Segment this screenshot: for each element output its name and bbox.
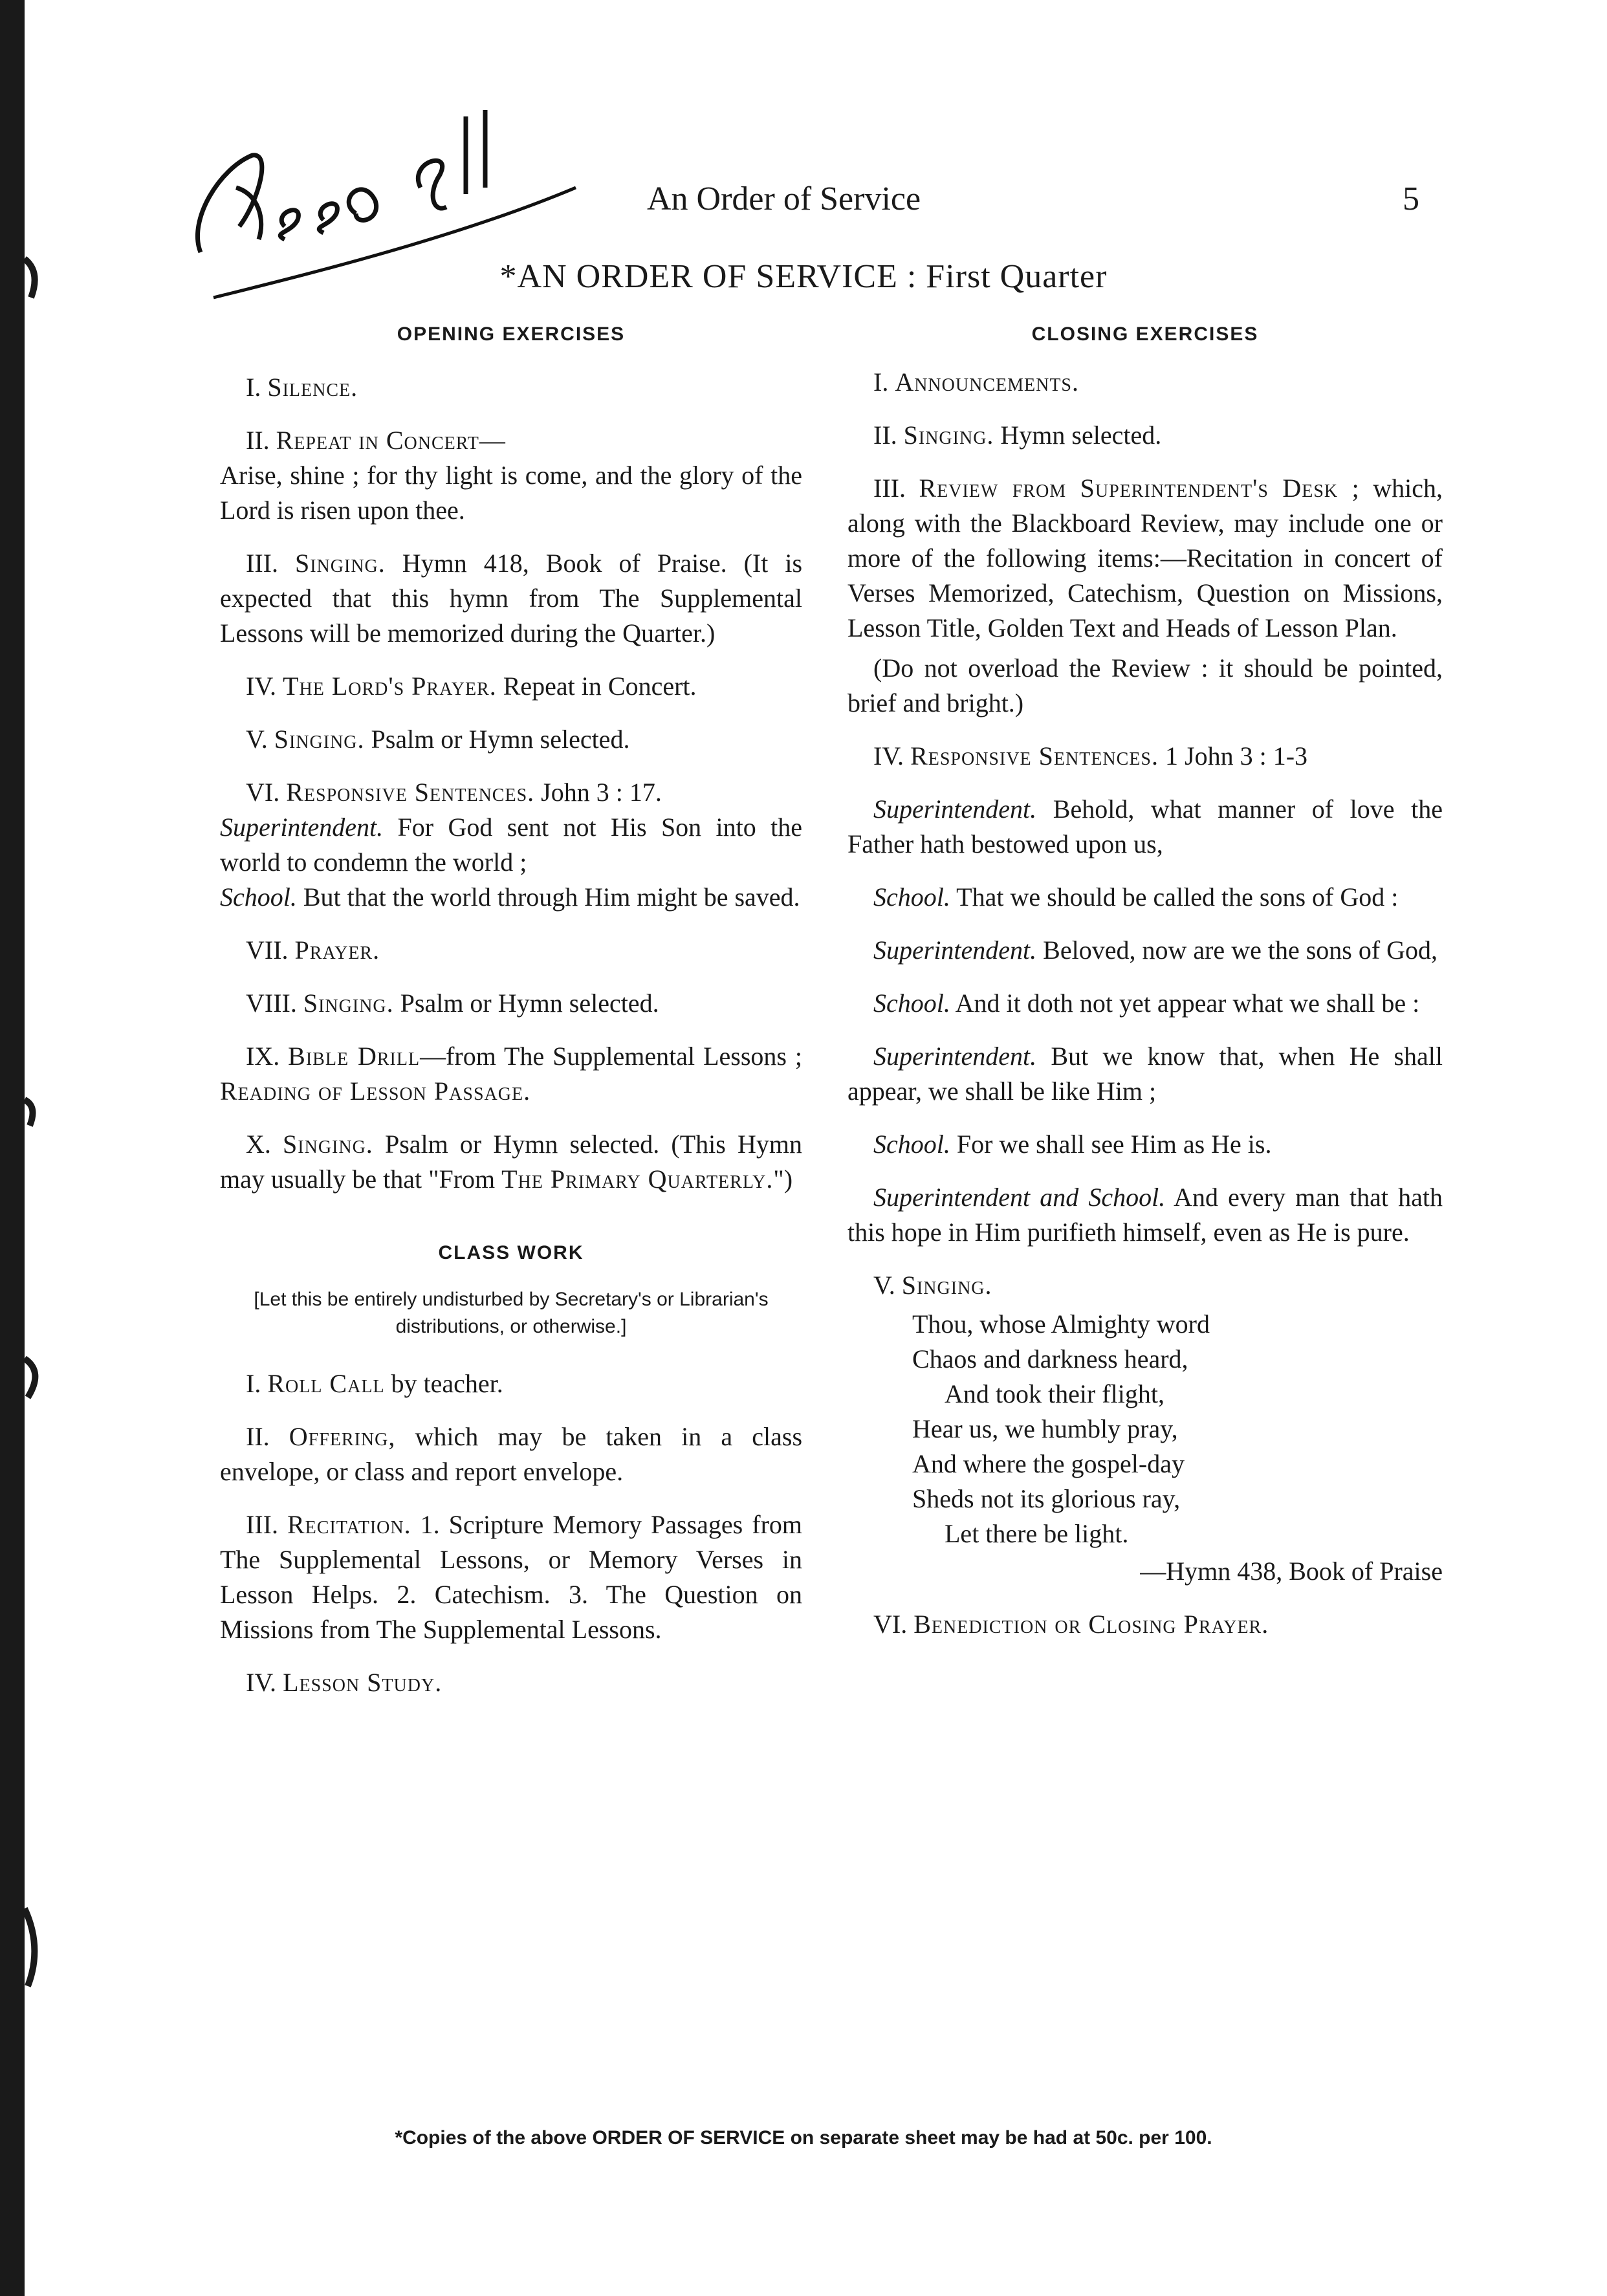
left-column (220, 317, 802, 1718)
closing-item-2: II. Singing. Hymn selected. (873, 421, 1162, 450)
opening-item-4: IV. The Lord's Prayer. Repeat in Concert. (246, 672, 697, 701)
closing-item-5: V. Singing. (873, 1271, 992, 1300)
opening-item-5: V. Singing. Psalm or Hymn selected. (246, 725, 630, 754)
closing-item-3: III. Review from Superintendent's Desk ; which, along with the Blackboard Review, may include one or more of the following items:—Recitation in concert of Verses Memorized, Catechism, Question on Missions, Lesson Title, Golden Text and Heads of Lesson Plan. (847, 474, 1443, 642)
closing-item-6: VI. Benediction or Closing Prayer. (873, 1610, 1269, 1639)
opening-item-7: VII. Prayer. (246, 935, 380, 965)
class-work-item-4: IV. Lesson Study. (246, 1668, 443, 1697)
hymn-line: Thou, whose Almighty word (912, 1309, 1210, 1339)
hymn-verse (847, 1307, 1443, 1551)
hymn-credit: —Hymn 438, Book of Praise (1140, 1557, 1443, 1586)
class-work-item-2: II. Offering, which may be taken in a class envelope, or class and report envelope. (220, 1422, 803, 1486)
opening-item-6: VI. Responsive Sentences. John 3 : 17. Superintendent. For God sent not His Son into the world to condemn the world ; School. But that the world through Him might be saved. (220, 778, 803, 912)
opening-item-2: II. Repeat in Concert— Arise, shine ; for thy light is come, and the glory of the Lord is risen upon thee. (220, 426, 802, 525)
opening-exercises-heading: OPENING EXERCISES (397, 323, 626, 345)
closing-item-1: I. Announcements. (873, 367, 1079, 397)
closing-item-4: IV. Responsive Sentences. 1 John 3 : 1-3 (873, 741, 1308, 771)
opening-item-3: III. Singing. Hymn 418, Book of Praise. (It is expected that this hymn from The Supplemental Lessons will be memorized during the Quarter.) (220, 549, 803, 648)
class-work-item-1: I. Roll Call by teacher. (246, 1369, 503, 1398)
page-title-part: First Quarter (926, 258, 1108, 295)
closing-item-3-note: (Do not overload the Review : it should be pointed, brief and bright.) (847, 653, 1443, 717)
responsive-line-5: Superintendent. But we know that, when He shall appear, we shall be like Him ; (847, 1042, 1443, 1106)
running-title: An Order of Service (647, 180, 921, 217)
responsive-line-4: School. And it doth not yet appear what we shall be : (873, 989, 1420, 1018)
responsive-line-2: School. That we should be called the sons of God : (873, 882, 1399, 912)
opening-item-10: X. Singing. Psalm or Hymn selected. (This Hymn may usually be that "From The Primary Quarterly.") (220, 1130, 803, 1194)
opening-item-8: VIII. Singing. Psalm or Hymn selected. (246, 989, 659, 1018)
responsive-line-7: Superintendent and School. And every man that hath this hope in Him purifieth himself, even as He is pure. (847, 1183, 1443, 1247)
page-title-main: *AN ORDER OF SERVICE : (499, 258, 917, 295)
hymn-line: Chaos and darkness heard, (912, 1344, 1188, 1373)
responsive-line-3: Superintendent. Beloved, now are we the sons of God, (873, 935, 1438, 965)
hymn-line: Hear us, we humbly pray, (912, 1414, 1178, 1443)
opening-item-1: I. Silence. (246, 373, 358, 402)
hymn-line: Sheds not its glorious ray, (912, 1484, 1181, 1513)
opening-item-9: IX. Bible Drill—from The Supplemental Lessons ; Reading of Lesson Passage. (220, 1042, 802, 1106)
responsive-line-6: School. For we shall see Him as He is. (873, 1130, 1272, 1159)
class-work-heading: CLASS WORK (438, 1242, 584, 1263)
page-number: 5 (1403, 180, 1419, 217)
hymn-line: Let there be light. (945, 1519, 1129, 1548)
closing-exercises-heading: CLOSING EXERCISES (1031, 323, 1259, 345)
right-column (847, 317, 1443, 1660)
class-work-note: [Let this be entirely undisturbed by Secretary's or Librarian's distributions, or otherwise.] (254, 1289, 769, 1337)
hymn-line: And took their flight, (945, 1379, 1164, 1408)
responsive-line-1: Superintendent. Behold, what manner of love the Father hath bestowed upon us, (847, 794, 1443, 858)
class-work-item-3: III. Recitation. 1. Scripture Memory Passages from The Supplemental Lessons, or Memory Verses in Lesson Helps. 2. Catechism. 3. The Question on Missions from The Supplemental Lessons. (220, 1510, 803, 1644)
hymn-line: And where the gospel-day (912, 1449, 1185, 1478)
scan-edge-artifact (0, 0, 45, 2296)
footnote: *Copies of the above ORDER OF SERVICE on separate sheet may be had at 50c. per 100. (395, 2127, 1212, 2148)
page-title (0, 257, 1607, 296)
